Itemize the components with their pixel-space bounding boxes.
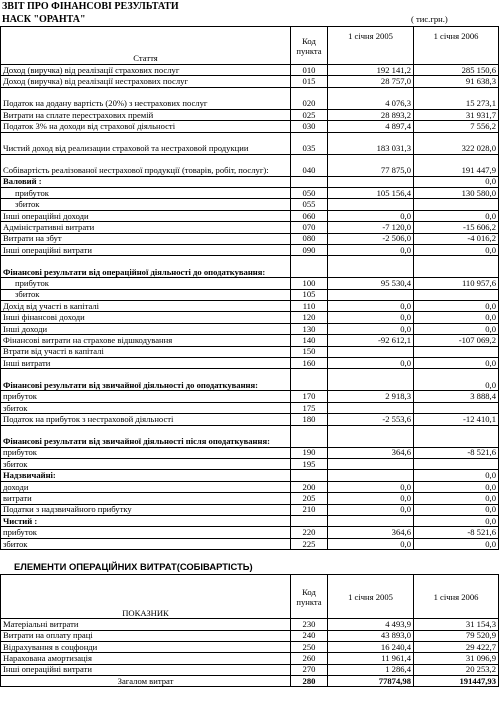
row-label: збиток — [1, 199, 291, 210]
table-row — [1, 335, 499, 346]
row-label: Податок на прибуток з нестраховой діяльності — [1, 414, 291, 425]
table-row — [1, 323, 499, 334]
row-value-2006: 91 638,3 — [414, 76, 499, 87]
table-row — [1, 187, 499, 198]
row-value-2005: 43 893,0 — [328, 630, 414, 641]
row-label: прибуток — [1, 527, 291, 538]
row-code: 180 — [291, 414, 328, 425]
table-row — [1, 470, 499, 481]
row-label: прибуток — [1, 187, 291, 198]
row-value-2005 — [328, 402, 414, 413]
row-value-2005: -92 612,1 — [328, 335, 414, 346]
row-code: 010 — [291, 65, 328, 76]
table-row — [1, 527, 499, 538]
table-row — [1, 121, 499, 132]
row-code: 105 — [291, 289, 328, 300]
row-value-2006: 0,0 — [414, 515, 499, 526]
row-code: 070 — [291, 222, 328, 233]
row-value-2005: 28 893,2 — [328, 109, 414, 120]
row-value-2005: 28 757,0 — [328, 76, 414, 87]
row-label: прибуток — [1, 447, 291, 458]
row-value-2005 — [328, 256, 414, 278]
row-value-2005 — [328, 199, 414, 210]
row-value-2006: 0,0 — [414, 323, 499, 334]
row-value-2006 — [414, 256, 499, 278]
row-label: Нарахована амортизація — [1, 653, 291, 664]
table-row — [1, 358, 499, 369]
operating-expenses-table — [0, 574, 499, 687]
table-row — [1, 481, 499, 492]
row-label: Загалом витрат — [1, 676, 291, 687]
row-value-2006: 0,0 — [414, 176, 499, 187]
row-label: Інші операційні витрати — [1, 244, 291, 255]
row-code: 175 — [291, 402, 328, 413]
row-label: Витрати на оплату праці — [1, 630, 291, 641]
row-code: 200 — [291, 481, 328, 492]
row-label: Податок 3% на доходи від страхової діяльності — [1, 121, 291, 132]
row-value-2005: 105 156,4 — [328, 187, 414, 198]
row-value-2006: 0,0 — [414, 244, 499, 255]
row-code: 225 — [291, 538, 328, 549]
row-value-2006: 0,0 — [414, 358, 499, 369]
row-value-2006: 0,0 — [414, 470, 499, 481]
row-value-2006: 15 273,1 — [414, 87, 499, 109]
table-row — [1, 301, 499, 312]
table-row — [1, 619, 499, 630]
table-row — [1, 504, 499, 515]
company-name: НАСК "ОРАНТА" — [2, 14, 86, 25]
row-label: Витрати на збут — [1, 233, 291, 244]
row-value-2006: 31 931,7 — [414, 109, 499, 120]
row-value-2006 — [414, 199, 499, 210]
row-value-2005 — [328, 470, 414, 481]
row-code: 130 — [291, 323, 328, 334]
row-value-2006: 20 253,2 — [414, 664, 499, 675]
table-row — [1, 641, 499, 652]
row-value-2006: -15 606,2 — [414, 222, 499, 233]
row-value-2006: 191 447,9 — [414, 154, 499, 176]
row-code: 195 — [291, 458, 328, 469]
table-row — [1, 425, 499, 447]
row-value-2005 — [328, 289, 414, 300]
row-value-2006: 0,0 — [414, 369, 499, 391]
row-label: Витрати на сплате перестрахових премій — [1, 109, 291, 120]
row-code: 020 — [291, 87, 328, 109]
row-value-2006: -107 069,2 — [414, 335, 499, 346]
row-label: Інші витрати — [1, 358, 291, 369]
row-value-2005: 192 141,2 — [328, 65, 414, 76]
row-code: 040 — [291, 154, 328, 176]
row-code — [291, 369, 328, 391]
table-row — [1, 233, 499, 244]
row-value-2005: 183 031,3 — [328, 132, 414, 154]
row-code — [291, 470, 328, 481]
table-row — [1, 222, 499, 233]
row-code: 250 — [291, 641, 328, 652]
row-label: Адміністративні витрати — [1, 222, 291, 233]
row-code: 060 — [291, 210, 328, 221]
row-value-2006: 3 888,4 — [414, 391, 499, 402]
row-value-2005 — [328, 346, 414, 357]
header-article: Стаття — [1, 27, 291, 65]
row-value-2005: 0,0 — [328, 244, 414, 255]
row-value-2006: -4 016,2 — [414, 233, 499, 244]
row-value-2005: -7 120,0 — [328, 222, 414, 233]
row-value-2006: 31 096,9 — [414, 653, 499, 664]
row-code: 170 — [291, 391, 328, 402]
row-code: 205 — [291, 493, 328, 504]
row-value-2006 — [414, 425, 499, 447]
table2-header-row — [1, 575, 499, 619]
row-value-2006: 0,0 — [414, 538, 499, 549]
row-label: прибуток — [1, 278, 291, 289]
row-value-2005: 364,6 — [328, 527, 414, 538]
row-label: збиток — [1, 402, 291, 413]
row-code: 140 — [291, 335, 328, 346]
row-code: 260 — [291, 653, 328, 664]
table-row — [1, 458, 499, 469]
row-value-2005: 4 076,3 — [328, 87, 414, 109]
row-label: Фінансові результати від операційної діяльності до оподаткування: — [1, 256, 291, 278]
row-label: Доход (виручка) від реалізації нестрахових послуг — [1, 76, 291, 87]
table-row — [1, 630, 499, 641]
row-value-2005: 0,0 — [328, 358, 414, 369]
row-label: Фінансові результати від звичайної діяльності після оподаткування: — [1, 425, 291, 447]
row-value-2006: -12 410,1 — [414, 414, 499, 425]
row-value-2006: 79 520,9 — [414, 630, 499, 641]
row-code: 150 — [291, 346, 328, 357]
row-code: 030 — [291, 121, 328, 132]
row-value-2006: 7 556,2 — [414, 121, 499, 132]
table-row — [1, 154, 499, 176]
table-header-row — [1, 27, 499, 65]
row-label: Інші операційні доходи — [1, 210, 291, 221]
row-value-2005: 0,0 — [328, 301, 414, 312]
header-col1: 1 січня 2005 — [328, 27, 414, 65]
row-label: Матеріальні витрати — [1, 619, 291, 630]
row-value-2005: 0,0 — [328, 312, 414, 323]
row-value-2006 — [414, 289, 499, 300]
row-label: Фінансові витрати на страхове відшкодування — [1, 335, 291, 346]
row-code: 080 — [291, 233, 328, 244]
row-code: 190 — [291, 447, 328, 458]
row-value-2006 — [414, 402, 499, 413]
row-value-2005: 4 493,9 — [328, 619, 414, 630]
table-row — [1, 65, 499, 76]
row-value-2005 — [328, 515, 414, 526]
row-code: 220 — [291, 527, 328, 538]
row-value-2006 — [414, 346, 499, 357]
row-code: 110 — [291, 301, 328, 312]
row-code: 270 — [291, 664, 328, 675]
row-label: Чистий доход від реализации страховой та нестраховой продукции — [1, 132, 291, 154]
row-label: збиток — [1, 458, 291, 469]
row-value-2005: 11 961,4 — [328, 653, 414, 664]
row-value-2005: 0,0 — [328, 481, 414, 492]
header2-code: Код пункта — [291, 575, 328, 619]
row-label: Податки з надзвичайного прибутку — [1, 504, 291, 515]
row-label: Інші доходи — [1, 323, 291, 334]
row-label: Інші фінансові доходи — [1, 312, 291, 323]
table-row — [1, 653, 499, 664]
row-code — [291, 425, 328, 447]
row-value-2006: -8 521,6 — [414, 527, 499, 538]
row-value-2005: 77874,98 — [328, 676, 414, 687]
table-row — [1, 176, 499, 187]
row-value-2006: 0,0 — [414, 504, 499, 515]
table-row — [1, 244, 499, 255]
table-row — [1, 132, 499, 154]
table-row — [1, 109, 499, 120]
row-label: збиток — [1, 289, 291, 300]
unit-label: ( тис.грн.) — [411, 14, 448, 24]
row-value-2006 — [414, 458, 499, 469]
row-label: Дохід від участі в капіталі — [1, 301, 291, 312]
table-row — [1, 664, 499, 675]
financial-results-table — [0, 26, 499, 550]
row-value-2006: 0,0 — [414, 481, 499, 492]
row-label: Податок на додану вартість (20%) з нестрахових послуг — [1, 87, 291, 109]
row-value-2005 — [328, 176, 414, 187]
table-row — [1, 199, 499, 210]
row-code: 280 — [291, 676, 328, 687]
row-value-2006: 29 422,7 — [414, 641, 499, 652]
row-label: Втрати від участі в капіталі — [1, 346, 291, 357]
row-code: 160 — [291, 358, 328, 369]
row-code: 055 — [291, 199, 328, 210]
row-value-2006: 0,0 — [414, 312, 499, 323]
table-row — [1, 210, 499, 221]
table-row — [1, 312, 499, 323]
table-row — [1, 289, 499, 300]
row-value-2005: 95 530,4 — [328, 278, 414, 289]
row-label: Доход (виручка) від реалізації страхових послуг — [1, 65, 291, 76]
header2-indicator: ПОКАЗНИК — [1, 575, 291, 619]
table-row — [1, 87, 499, 109]
row-label: витрати — [1, 493, 291, 504]
row-code: 230 — [291, 619, 328, 630]
row-value-2005: 77 875,0 — [328, 154, 414, 176]
row-value-2005 — [328, 458, 414, 469]
row-code: 240 — [291, 630, 328, 641]
row-value-2006: 130 580,0 — [414, 187, 499, 198]
table-row — [1, 278, 499, 289]
header2-col2: 1 січня 2006 — [414, 575, 499, 619]
row-value-2006: 31 154,3 — [414, 619, 499, 630]
row-label: доходи — [1, 481, 291, 492]
table-row — [1, 447, 499, 458]
row-value-2006: 285 150,6 — [414, 65, 499, 76]
table-row — [1, 369, 499, 391]
table-row — [1, 676, 499, 687]
table-row — [1, 414, 499, 425]
header-code: Код пункта — [291, 27, 328, 65]
row-value-2006: 322 028,0 — [414, 132, 499, 154]
table-row — [1, 402, 499, 413]
row-code — [291, 256, 328, 278]
row-code — [291, 176, 328, 187]
row-label: Фінансові результати від звичайної діяльності до оподаткування: — [1, 369, 291, 391]
row-value-2005: 0,0 — [328, 210, 414, 221]
row-code: 025 — [291, 109, 328, 120]
row-code: 090 — [291, 244, 328, 255]
row-value-2006: 0,0 — [414, 210, 499, 221]
row-value-2005: 0,0 — [328, 504, 414, 515]
row-code: 050 — [291, 187, 328, 198]
row-value-2005: 2 918,3 — [328, 391, 414, 402]
table-row — [1, 346, 499, 357]
row-label: збиток — [1, 538, 291, 549]
row-value-2005: -2 506,0 — [328, 233, 414, 244]
row-value-2005: 0,0 — [328, 538, 414, 549]
row-code: 120 — [291, 312, 328, 323]
row-value-2006: 0,0 — [414, 301, 499, 312]
table-row — [1, 515, 499, 526]
row-code: 210 — [291, 504, 328, 515]
section2-title: ЕЛЕМЕНТИ ОПЕРАЦІЙНИХ ВИТРАТ(СОБІВАРТІСТЬ) — [14, 561, 253, 573]
row-label: Інші операційні витрати — [1, 664, 291, 675]
row-label: Чистий : — [1, 515, 291, 526]
company-line — [0, 13, 499, 26]
row-value-2005 — [328, 425, 414, 447]
row-label: Валовий : — [1, 176, 291, 187]
row-label: Собівартість реалізованої нестрахової продукції (товарів, робіт, послуг): — [1, 154, 291, 176]
row-value-2005: 4 897,4 — [328, 121, 414, 132]
table-row — [1, 76, 499, 87]
row-value-2006: 0,0 — [414, 493, 499, 504]
row-value-2006: -8 521,6 — [414, 447, 499, 458]
table-row — [1, 493, 499, 504]
row-value-2005 — [328, 369, 414, 391]
table-row — [1, 256, 499, 278]
header2-col1: 1 січня 2005 — [328, 575, 414, 619]
table-row — [1, 391, 499, 402]
row-code: 035 — [291, 132, 328, 154]
row-value-2005: 0,0 — [328, 323, 414, 334]
row-label: Надзвичайні: — [1, 470, 291, 481]
row-value-2005: -2 553,6 — [328, 414, 414, 425]
row-value-2006: 110 957,6 — [414, 278, 499, 289]
header-col2: 1 січня 2006 — [414, 27, 499, 65]
row-code: 015 — [291, 76, 328, 87]
row-value-2005: 364,6 — [328, 447, 414, 458]
row-value-2005: 0,0 — [328, 493, 414, 504]
row-value-2005: 1 286,4 — [328, 664, 414, 675]
row-value-2006: 191447,93 — [414, 676, 499, 687]
row-label: Відрахування в соцфонди — [1, 641, 291, 652]
table-row — [1, 538, 499, 549]
row-code — [291, 515, 328, 526]
row-code: 100 — [291, 278, 328, 289]
report-title: ЗВІТ ПРО ФІНАНСОВІ РЕЗУЛЬТАТИ — [2, 1, 179, 12]
row-value-2005: 16 240,4 — [328, 641, 414, 652]
row-label: прибуток — [1, 391, 291, 402]
